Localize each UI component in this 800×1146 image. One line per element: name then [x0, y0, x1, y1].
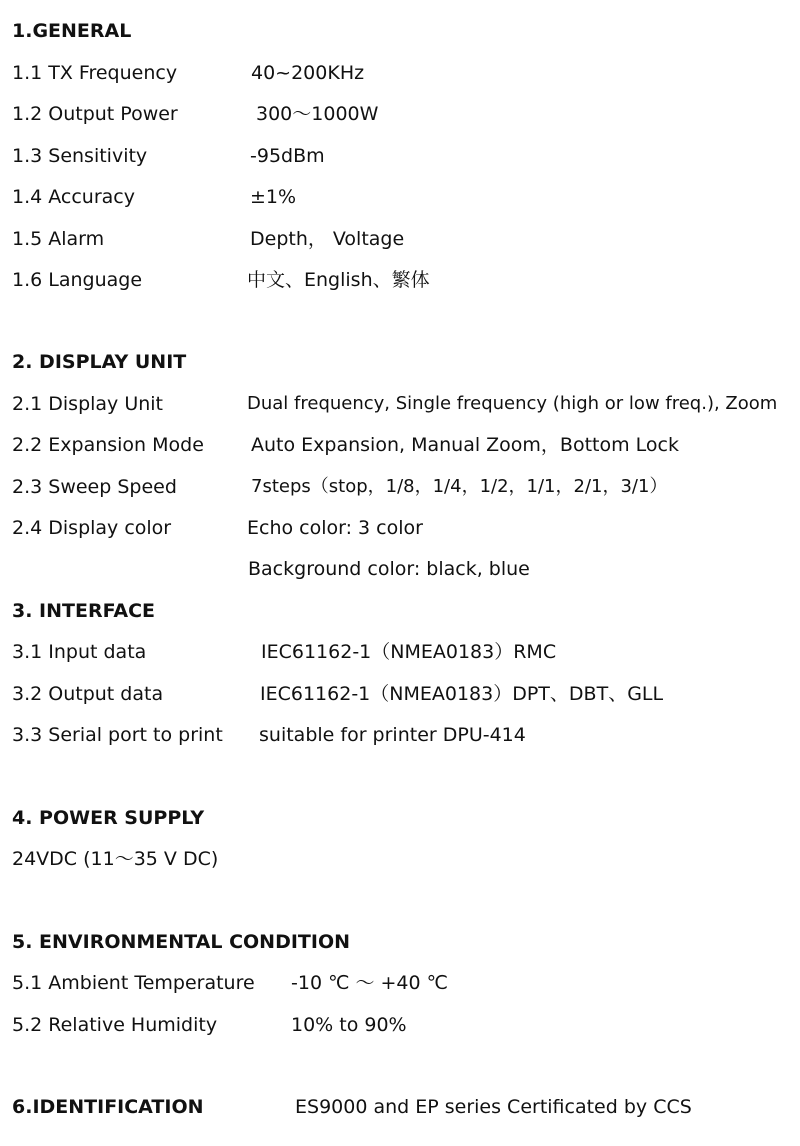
spec-label: 1.5 Alarm [12, 228, 105, 250]
spec-row [0, 182, 800, 212]
spec-label: 2.3 Sweep Speed [12, 476, 177, 498]
section-display-unit [0, 347, 800, 377]
section-heading-power-supply: 4. POWER SUPPLY [12, 807, 205, 829]
spec-row [0, 430, 800, 460]
spec-value: suitable for printer DPU-414 [259, 724, 526, 746]
spec-value: Echo color: 3 color [247, 517, 423, 539]
section-heading-interface: 3. INTERFACE [12, 600, 156, 622]
spec-label: 3.2 Output data [12, 683, 164, 705]
spec-value: Dual frequency, Single frequency (high or low freq.), Zoom [247, 393, 778, 414]
spec-label: 1.3 Sensitivity [12, 145, 148, 167]
spec-row [0, 844, 800, 874]
spec-value: 7steps（stop，1/8，1/4，1/2，1/1，2/1，3/1） [251, 476, 668, 497]
spec-label: 5.1 Ambient Temperature [12, 972, 255, 994]
section-heading-identification: 6.IDENTIFICATION [12, 1096, 204, 1118]
spec-row [0, 720, 800, 750]
spec-value: -95dBm [250, 145, 325, 167]
spec-value: Depth， Voltage [250, 228, 405, 250]
spec-label: 2.1 Display Unit [12, 393, 164, 415]
spec-row [0, 472, 800, 502]
spec-label: 1.1 TX Frequency [12, 62, 178, 84]
spec-label: 5.2 Relative Humidity [12, 1014, 218, 1036]
section-identification [0, 1092, 800, 1122]
spec-label: 1.2 Output Power [12, 103, 178, 125]
section-heading-environmental: 5. ENVIRONMENTAL CONDITION [12, 931, 351, 953]
section-interface [0, 596, 800, 626]
spec-row [0, 389, 800, 419]
spec-value: 10% to 90% [291, 1014, 407, 1036]
section-environmental [0, 927, 800, 957]
spec-row [0, 637, 800, 667]
spec-row [0, 99, 800, 129]
spec-value: ±1% [250, 186, 297, 208]
identification-value: ES9000 and EP series Certificated by CCS [295, 1096, 692, 1118]
section-heading-display-unit: 2. DISPLAY UNIT [12, 351, 187, 373]
spec-value: 300～1000W [256, 103, 379, 125]
spec-value: Auto Expansion, Manual Zoom，Bottom Lock [251, 434, 679, 456]
spec-label: 3.3 Serial port to print [12, 724, 223, 746]
spec-label: 2.4 Display color [12, 517, 172, 539]
spec-value: IEC61162-1（NMEA0183）DPT、DBT、GLL [260, 683, 664, 705]
spec-label: 1.6 Language [12, 269, 143, 291]
spec-value: IEC61162-1（NMEA0183）RMC [261, 641, 557, 663]
section-heading-general: 1.GENERAL [12, 20, 132, 42]
spec-row [0, 554, 800, 584]
spec-value: -10 ℃ ～ +40 ℃ [291, 972, 448, 994]
spec-value: Background color: black, blue [248, 558, 530, 580]
power-supply-text: 24VDC (11～35 V DC) [12, 848, 219, 870]
spec-row [0, 58, 800, 88]
spec-row [0, 265, 800, 295]
spec-row [0, 968, 800, 998]
spec-row [0, 224, 800, 254]
spec-row [0, 141, 800, 171]
spec-label: 2.2 Expansion Mode [12, 434, 204, 456]
section-general [0, 16, 800, 46]
spec-label: 3.1 Input data [12, 641, 147, 663]
spec-value: 40~200KHz [251, 62, 365, 84]
spec-value: 中文、English、繁体 [247, 269, 430, 291]
spec-label: 1.4 Accuracy [12, 186, 135, 208]
spec-row [0, 679, 800, 709]
section-power-supply [0, 803, 800, 833]
spec-row [0, 513, 800, 543]
spec-row [0, 1010, 800, 1040]
